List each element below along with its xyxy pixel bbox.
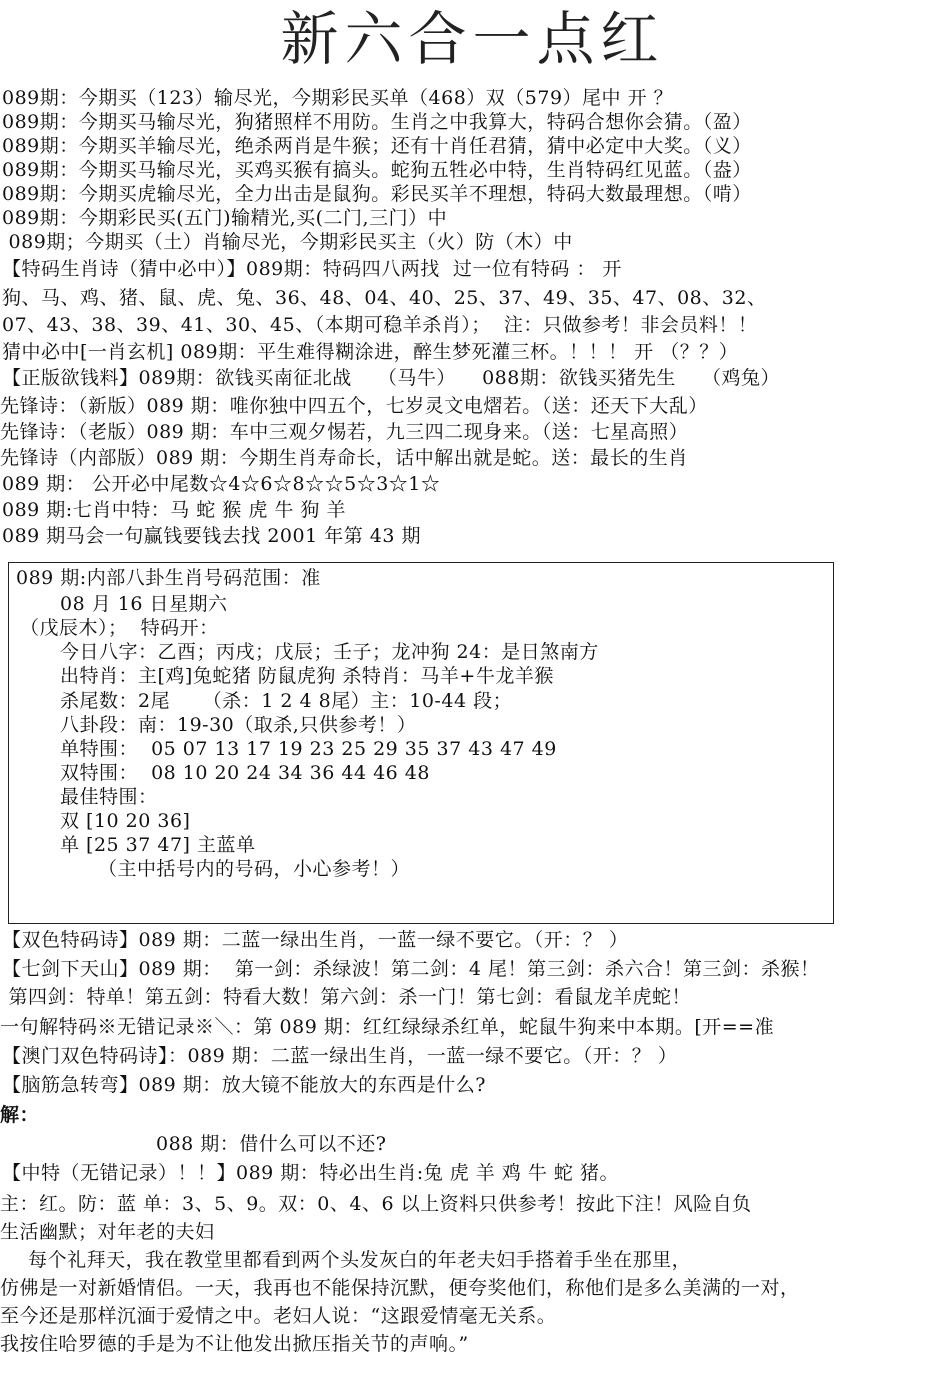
text-line: 每个礼拜天，我在教堂里都看到两个头发灰白的年老夫妇手搭着手坐在那里，: [2, 1249, 692, 1271]
text-line: 【双色特码诗】089 期：二蓝一绿出生肖，一蓝一绿不要它。（开：？ ）: [2, 929, 629, 951]
text-line: 【中特（无错记录）！！】089 期：特必出生肖:兔 虎 羊 鸡 牛 蛇 猪。: [2, 1162, 619, 1184]
text-line: 089 期马会一句赢钱要钱去找 2001 年第 43 期: [2, 525, 421, 547]
text-line: 猜中必中[一肖玄机] 089期：平生难得糊涂进，醉生梦死灌三杯。！！！ 开 （？？）: [2, 341, 739, 363]
box-line: 八卦段：南：19-30（取杀,只供参考！）: [60, 714, 417, 736]
text-line: 【正版欲钱料】089期：欲钱买南征北战 （马牛） 088期：欲钱买猪先生 （鸡兔）: [2, 367, 781, 389]
box-line: 出特肖：主[鸡]兔蛇猪 防鼠虎狗 杀特肖：马羊+牛龙羊猴: [60, 665, 554, 687]
box-line: （戊辰木）； 特码开：: [20, 617, 219, 639]
text-line: 089期：今期买马输尽光，狗猪照样不用防。生肖之中我算大，特码合想你会猜。（盈）: [2, 111, 752, 133]
text-line: 先锋诗：（新版）089 期：唯你独中四五个，七岁灵文电熠若。（送：还天下大乱）: [0, 395, 708, 417]
text-line: 07、43、38、39、41、30、45、（本期可稳羊杀肖）； 注：只做参考！非会员料！！: [2, 314, 758, 336]
text-line: 至今还是那样沉湎于爱情之中。老妇人说：“这跟爱情毫无关系。: [0, 1305, 557, 1327]
text-line: 第四剑：特单！第五剑：特看大数！第六剑：杀一门！第七剑：看鼠龙羊虎蛇！: [2, 986, 692, 1008]
text-line: 先锋诗（内部版）089 期：今期生肖寿命长，话中解出就是蛇。送：最长的生肖: [0, 447, 688, 469]
text-line: 088 期：借什么可以不还?: [156, 1133, 387, 1155]
text-line: 一句解特码※无错记录※＼：第 089 期：红红绿绿杀红单，蛇鼠牛狗来中本期。[开==准: [0, 1016, 775, 1038]
text-line: 仿佛是一对新婚情侣。一天，我再也不能保持沉默，便夸奖他们，称他们是多么美满的一对，: [0, 1277, 800, 1299]
text-line: 089期：今期买虎输尽光，全力出击是鼠狗。彩民买羊不理想，特码大数最理想。（啃）: [2, 183, 752, 205]
text-line: 【七剑下天山】089 期： 第一剑：杀绿波！第二剑：4 尾！第三剑：杀六合！第三剑：杀猴！: [2, 958, 820, 980]
text-line: 我按住哈罗德的手是为不让他发出掀压指关节的声响。”: [0, 1333, 469, 1355]
text-line: 主：红。防：蓝 单：3、5、9。双：0、4、6 以上资料只供参考！按此下注！风险自负: [0, 1193, 752, 1215]
box-line: 杀尾数：2尾 （杀：1 2 4 8尾）主：10-44 段；: [60, 690, 513, 712]
text-line: 089期；今期买（土）肖输尽光，今期彩民买主（火）防（木）中: [2, 231, 573, 253]
text-line: 089期：今期买马输尽光，买鸡买猴有搞头。蛇狗五牲必中特，生肖特码红见蓝。（盎）: [2, 159, 752, 181]
box-line: 单 [25 37 47] 主蓝单: [60, 834, 256, 856]
box-line: 双特围： 08 10 20 24 34 36 44 46 48: [60, 762, 430, 784]
text-line: 089 期： 公开必中尾数☆4☆6☆8☆☆5☆3☆1☆: [2, 473, 441, 495]
text-line: 生活幽默；对年老的夫妇: [0, 1221, 215, 1243]
box-line: 今日八字：乙酉；丙戌；戊辰；壬子；龙冲狗 24：是日煞南方: [60, 641, 599, 663]
box-line: 单特围： 05 07 13 17 19 23 25 29 35 37 43 47 49: [60, 738, 557, 760]
text-line: 【脑筋急转弯】089 期：放大镜不能放大的东西是什么?: [2, 1074, 486, 1096]
page-title: 新六合一点红: [280, 5, 665, 73]
text-line: 【澳门双色特码诗】：089 期：二蓝一绿出生肖，一蓝一绿不要它。（开：？ ）: [2, 1045, 678, 1067]
text-line: 089期：今期彩民买(五门)输精光,买(二门,三门）中: [2, 207, 448, 229]
text-line: 089期：今期买羊输尽光，绝杀两肖是牛猴；还有十肖任君猜，猜中必定中大奖。（义）: [2, 135, 752, 157]
text-line: 【特码生肖诗（猜中必中）】089期：特码四八两找 过一位有特码 ： 开: [2, 258, 622, 280]
text-line: 解：: [0, 1104, 40, 1126]
text-line: 089期：今期买（123）输尽光，今期彩民买单（468）双（579）尾中 开 ？: [2, 87, 674, 109]
box-line: 双 [10 20 36]: [60, 810, 191, 832]
text-line: 狗、马、鸡、猪、鼠、虎、兔、36、48、04、40、25、37、49、35、47、08、32、: [2, 287, 767, 309]
box-line: （主中括号内的号码，小心参考！）: [98, 858, 411, 880]
box-line: 08 月 16 日星期六: [60, 593, 228, 615]
box-line: 最佳特围：: [60, 786, 158, 808]
text-line: 先锋诗：（老版）089 期：车中三观夕惕若，九三四二现身来。（送：七星高照）: [0, 421, 689, 443]
box-line: 089 期:内部八卦生肖号码范围：准: [16, 567, 321, 589]
text-line: 089 期:七肖中特：马 蛇 猴 虎 牛 狗 羊: [2, 499, 346, 521]
